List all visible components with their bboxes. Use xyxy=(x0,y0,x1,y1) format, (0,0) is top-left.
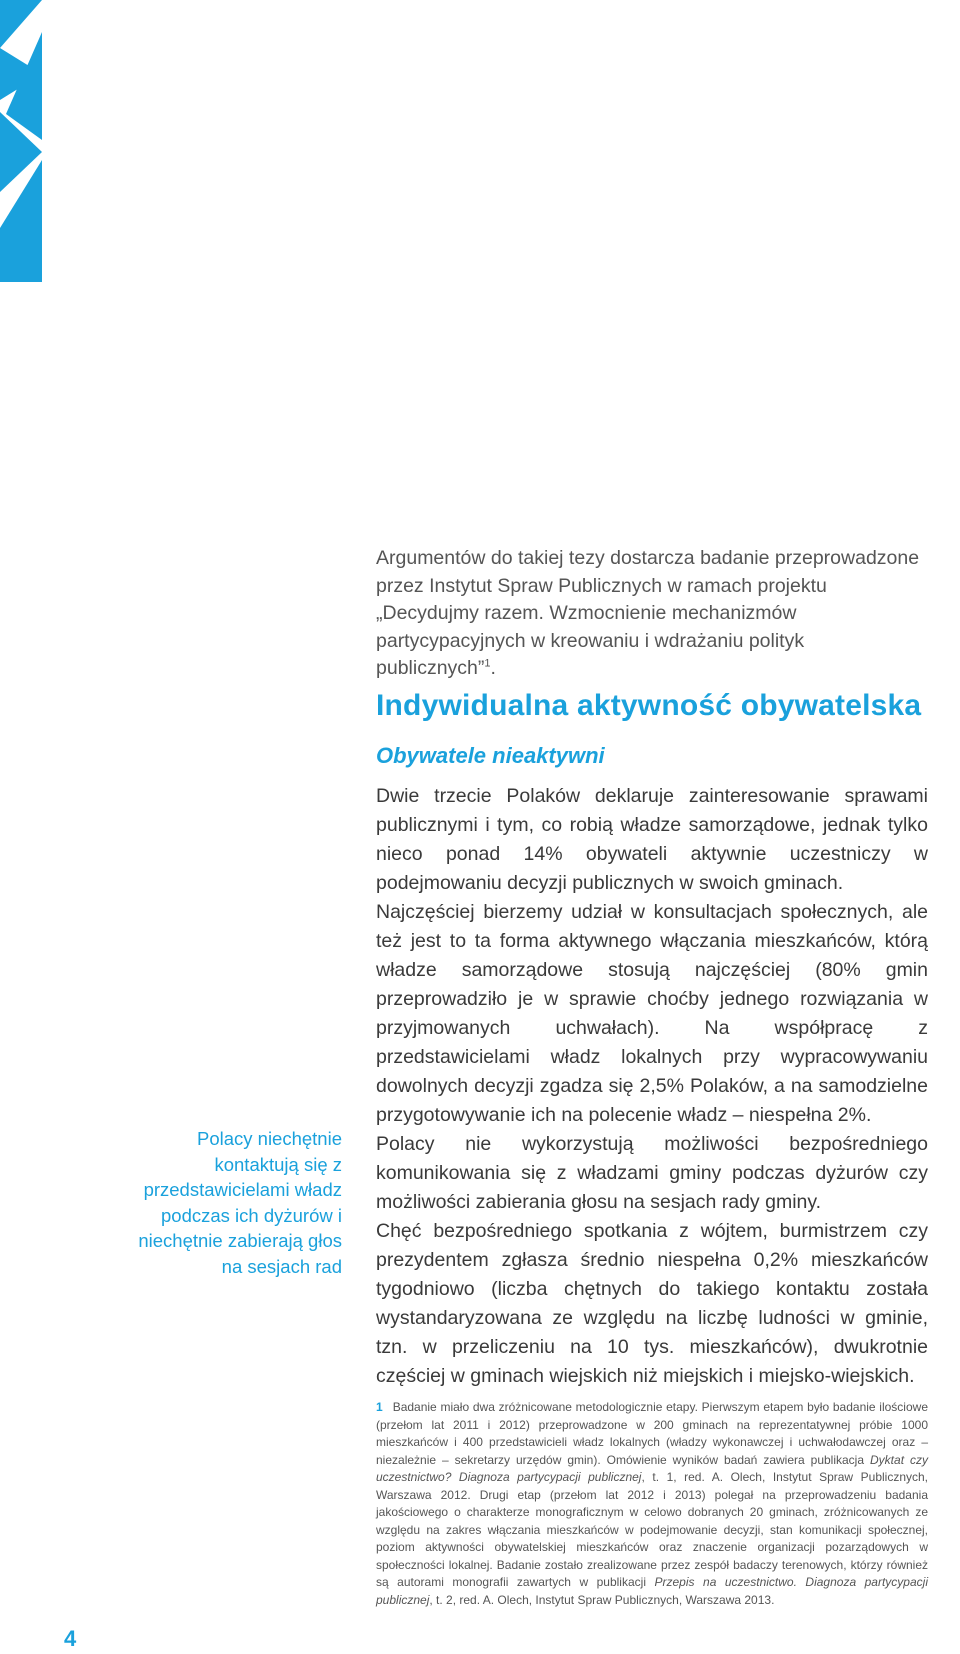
footnote-publication-title: Przepis na uczestnictwo. Diagnoza partycypacji publicznej xyxy=(376,1575,928,1607)
body-text xyxy=(376,782,928,1391)
footnote xyxy=(376,1399,928,1609)
corner-triangles-decoration xyxy=(0,0,42,282)
section-subheading: Obywatele nieaktywni xyxy=(376,743,605,768)
body-paragraph: Polacy nie wykorzystują możliwości bezpośredniego komunikowania się z władzami gminy podczas dyżurów czy możliwości zabierania głosu na sesjach rady gminy. xyxy=(376,1133,928,1213)
footnote-text: , t. 2, red. A. Olech, Instytut Spraw Publicznych, Warszawa 2013. xyxy=(429,1592,775,1607)
body-paragraph: Najczęściej bierzemy udział w konsultacjach społecznych, ale też jest to ta forma aktywnego włączania mieszkańców, którą władze samorządowe stosują najczęściej (80% gmin przeprowadziło je w sprawie choćby jednego rozwiązania w przyjmowanych uchwałach). Na współpracę z przedstawicielami władz lokalnych przy wypracowywaniu dowolnych decyzji zgadza się 2,5% Polaków, a na samodzielne przygotowywanie ich na polecenie władz – niespełna 2%. xyxy=(376,901,928,1126)
footnote-publication-title: Dyktat czy uczestnictwo? Diagnoza partycypacji publicznej xyxy=(376,1452,929,1484)
body-paragraph: Chęć bezpośredniego spotkania z wójtem, burmistrzem czy prezydentem zgłasza średnio niespełna 0,2% mieszkańców tygodniowo (liczba chętnych do takiego kontaktu została wystandaryzowana ze względu na liczbę ludności w gminie, tzn. w przeliczeniu na 10 tys. mieszkańców), dwukrotnie częściej w gminach wiejskich niż miejskich i miejsko-wiejskich. xyxy=(376,1220,928,1387)
footnote-reference[interactable]: 1 xyxy=(484,657,491,670)
intro-text: Argumentów do takiej tezy dostarcza badanie przeprowadzone przez Instytut Spraw Publicznych w ramach projektu „Decydujmy razem. Wzmocnienie mechanizmów partycypacyjnych w kreowaniu i wdrażaniu polityk publicznych” xyxy=(376,547,920,679)
footnote-number: 1 xyxy=(376,1400,383,1414)
sidebar-pull-quote: Polacy niechętnie kontaktują się z przedstawicielami władz podczas ich dyżurów i niechętnie zabierają głos na sesjach rad xyxy=(138,1128,342,1277)
body-paragraph: Dwie trzecie Polaków deklaruje zainteresowanie sprawami publicznymi i tym, co robią władze samorządowe, jednak tylko nieco ponad 14% obywateli aktywnie uczestniczy w podejmowaniu decyzji publicznych w swoich gminach. xyxy=(376,785,928,894)
intro-paragraph xyxy=(376,545,928,683)
section-heading: Indywidualna aktywność obywatelska xyxy=(376,689,922,722)
intro-end: . xyxy=(490,657,496,679)
footnote-text: , t. 1, red. A. Olech, Instytut Spraw Publicznych, Warszawa 2012. Drugi etap (przełom lat 2012 i 2013) polegał na przeprowadzeniu badania jakościowego o charakterze monograficznym w celowo dobranych 20 gminach, zróżnicowanych ze względu na zakres włączania mieszkańców w podejmowanie decyzji, stan komunikacji społecznej, poziom aktywności obywatelskiej mieszkańców oraz znaczenie organizacji pozarządowych w społeczności lokalnej. Badanie zostało zrealizowane przez zespół badaczy terenowych, którzy również są autorami monografii zawartych w publikacji xyxy=(376,1470,929,1589)
footnote-text: Badanie miało dwa zróżnicowane metodologicznie etapy. Pierwszym etapem było badanie ilościowe (przełom lat 2011 i 2012) przeprowadzone w 200 gminach na reprezentatywnej próbie 1000 mieszkańców i 400 przedstawicieli władz lokalnych (władzy wykonawczej i uchwałodawczej oraz – niezależnie – sekretarzy urzędów gmin). Omówienie wyników badań zawiera publikacja xyxy=(376,1400,928,1467)
page-number: 4 xyxy=(64,1626,77,1651)
